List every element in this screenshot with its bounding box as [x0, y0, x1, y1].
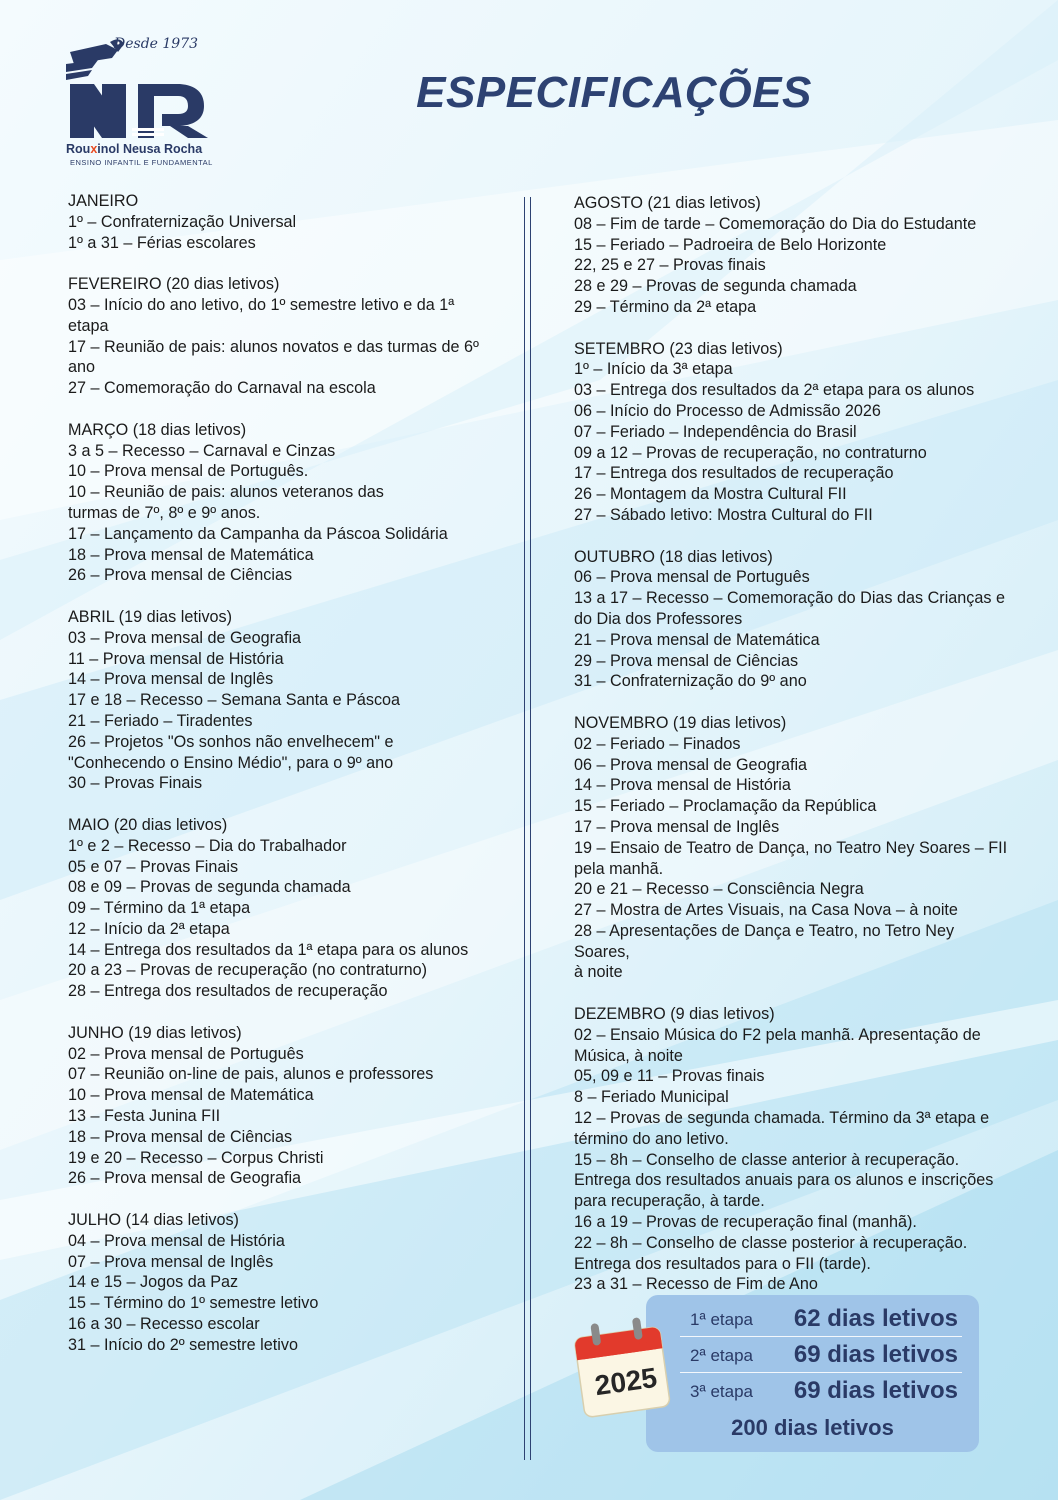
summary-row-label: 3ª etapa	[690, 1382, 754, 1401]
month-heading: SETEMBRO (23 dias letivos)	[574, 339, 783, 358]
event-line: 09 a 12 – Provas de recuperação, no contraturno	[574, 443, 927, 462]
month-heading: NOVEMBRO (19 dias letivos)	[574, 713, 787, 732]
event-line: 1º – Confraternização Universal	[68, 212, 297, 231]
event-line: 15 – 8h – Conselho de classe anterior à recuperação.	[574, 1150, 960, 1169]
event-line: 05, 09 e 11 – Provas finais	[574, 1067, 765, 1086]
event-line: 17 – Entrega dos resultados de recuperação	[574, 464, 894, 483]
event-line: para recuperação, à tarde.	[574, 1192, 765, 1211]
event-line: 02 – Feriado – Finados	[574, 734, 741, 753]
event-line: 30 – Provas Finais	[68, 774, 203, 793]
event-line: 07 – Prova mensal de Inglês	[68, 1252, 274, 1271]
event-line: 28 e 29 – Provas de segunda chamada	[574, 277, 857, 296]
event-line: 29 – Término da 2ª etapa	[574, 297, 757, 316]
month-heading: FEVEREIRO (20 dias letivos)	[68, 275, 280, 294]
summary-row-value: 69 dias letivos	[793, 1341, 958, 1368]
month-heading: OUTUBRO (18 dias letivos)	[574, 547, 773, 566]
event-line: 27 – Comemoração do Carnaval na escola	[68, 379, 376, 398]
column-divider	[524, 197, 531, 1460]
event-line: 10 – Reunião de pais: alunos veteranos das	[68, 483, 384, 502]
event-line: 08 e 09 – Provas de segunda chamada	[68, 878, 351, 897]
school-days-summary	[646, 1295, 979, 1452]
event-line: 19 e 20 – Recesso – Corpus Christi	[68, 1148, 324, 1167]
event-line: à noite	[574, 963, 623, 982]
event-line: 06 – Prova mensal de Português	[574, 568, 810, 587]
right-column	[574, 193, 1014, 1316]
event-line: 12 – Início da 2ª etapa	[68, 919, 230, 938]
event-line: 26 – Projetos "Os sonhos não envelhecem" e	[68, 732, 394, 751]
brand-subtitle: ENSINO INFANTIL E FUNDAMENTAL	[70, 158, 213, 167]
summary-row-3	[680, 1373, 962, 1408]
event-line: 19 – Ensaio de Teatro de Dança, no Teatro Ney Soares – FII	[574, 838, 1008, 857]
summary-row-value: 62 dias letivos	[793, 1305, 958, 1332]
event-line: término do ano letivo.	[574, 1129, 729, 1148]
event-line: 03 – Entrega dos resultados da 2ª etapa para os alunos	[574, 381, 975, 400]
event-line: 10 – Prova mensal de Matemática	[68, 1086, 314, 1105]
event-line: 05 e 07 – Provas Finais	[68, 857, 239, 876]
event-line: 18 – Prova mensal de Matemática	[68, 545, 314, 564]
event-line: turmas de 7º, 8º e 9º anos.	[68, 503, 261, 522]
event-line: 15 – Feriado – Padroeira de Belo Horizonte	[574, 235, 887, 254]
month-heading: JUNHO (19 dias letivos)	[68, 1023, 242, 1042]
event-line: 10 – Prova mensal de Português.	[68, 462, 309, 481]
event-line: 17 – Lançamento da Campanha da Páscoa Solidária	[68, 524, 448, 543]
event-line: etapa	[68, 316, 109, 335]
summary-row-label: 2ª etapa	[690, 1346, 754, 1365]
event-line: 15 – Feriado – Proclamação da República	[574, 797, 877, 816]
event-line: 14 e 15 – Jogos da Paz	[68, 1273, 239, 1292]
month-block	[574, 193, 1014, 318]
event-line: Entrega dos resultados anuais para os alunos e inscrições	[574, 1171, 994, 1190]
month-heading: ABRIL (19 dias letivos)	[68, 607, 233, 626]
brand-name-o: x	[90, 142, 98, 156]
event-line: Música, à noite	[574, 1046, 683, 1065]
event-line: 03 – Prova mensal de Geografia	[68, 628, 302, 647]
event-line: 1º – Início da 3ª etapa	[574, 360, 733, 379]
event-line: 29 – Prova mensal de Ciências	[574, 651, 799, 670]
event-line: 15 – Término do 1º semestre letivo	[68, 1294, 319, 1313]
event-line: 28 – Apresentações de Dança e Teatro, no Tetro Ney Soares,	[574, 921, 955, 961]
event-line: 17 e 18 – Recesso – Semana Santa e Páscoa	[68, 691, 401, 710]
event-line: 18 – Prova mensal de Ciências	[68, 1127, 293, 1146]
summary-total: 200 dias letivos	[731, 1415, 894, 1440]
brand-name-part1: Rou	[66, 142, 91, 156]
event-line: pela manhã.	[574, 859, 664, 878]
event-line: "Conhecendo o Ensino Médio", para o 9º ano	[68, 753, 394, 772]
event-line: 20 a 23 – Provas de recuperação (no contraturno)	[68, 961, 428, 980]
event-line: Entrega dos resultados para o FII (tarde).	[574, 1254, 871, 1273]
month-heading: AGOSTO (21 dias letivos)	[574, 194, 761, 212]
month-heading: MAIO (20 dias letivos)	[68, 815, 228, 834]
summary-row-2	[680, 1337, 962, 1373]
month-block	[68, 191, 488, 253]
event-line: 3 a 5 – Recesso – Carnaval e Cinzas	[68, 441, 336, 460]
event-line: 06 – Início do Processo de Admissão 2026	[574, 401, 881, 420]
calendar-year: 2025	[592, 1361, 659, 1402]
month-heading: JANEIRO	[68, 192, 139, 210]
month-block	[574, 547, 1014, 693]
event-line: 8 – Feriado Municipal	[574, 1088, 729, 1107]
event-line: 31 – Confraternização do 9º ano	[574, 672, 807, 691]
month-heading: JULHO (14 dias letivos)	[68, 1211, 239, 1230]
calendar-icon	[573, 1310, 673, 1420]
month-block	[68, 815, 488, 1002]
event-line: 22 – 8h – Conselho de classe posterior à recuperação.	[574, 1233, 968, 1252]
event-line: 07 – Feriado – Independência do Brasil	[574, 422, 857, 441]
event-line: 09 – Término da 1ª etapa	[68, 899, 251, 918]
event-line: 27 – Mostra de Artes Visuais, na Casa Nova – à noite	[574, 901, 958, 920]
event-line: 14 – Prova mensal de Inglês	[68, 670, 274, 689]
event-line: 04 – Prova mensal de História	[68, 1231, 285, 1250]
event-line: 21 – Prova mensal de Matemática	[574, 630, 820, 649]
event-line: 07 – Reunião on-line de pais, alunos e professores	[68, 1065, 434, 1084]
month-heading: MARÇO (18 dias letivos)	[68, 420, 247, 439]
event-line: 11 – Prova mensal de História	[68, 649, 284, 668]
event-line: 1º a 31 – Férias escolares	[68, 233, 256, 252]
brand-name	[66, 142, 202, 156]
month-block	[68, 1023, 488, 1189]
event-line: do Dia dos Professores	[574, 609, 743, 628]
month-block	[68, 274, 488, 399]
event-line: 26 – Montagem da Mostra Cultural FII	[574, 485, 847, 504]
event-line: 13 – Festa Junina FII	[68, 1107, 221, 1126]
since-text: Desde 1973	[114, 36, 199, 52]
event-line: 13 a 17 – Recesso – Comemoração do Dias das Crianças e	[574, 589, 1005, 608]
event-line: 14 – Prova mensal de História	[574, 776, 791, 795]
event-line: 03 – Início do ano letivo, do 1º semestre letivo e da 1ª	[68, 295, 455, 314]
page-title: ESPECIFICAÇÕES	[416, 68, 812, 117]
event-line: 06 – Prova mensal de Geografia	[574, 755, 808, 774]
month-block	[68, 420, 488, 586]
summary-row-label: 1ª etapa	[690, 1310, 754, 1329]
event-line: 02 – Prova mensal de Português	[68, 1044, 304, 1063]
event-line: 02 – Ensaio Música do F2 pela manhã. Apresentação de	[574, 1025, 981, 1044]
event-line: 26 – Prova mensal de Geografia	[68, 1169, 302, 1188]
left-column	[68, 191, 488, 1376]
summary-row-1	[680, 1301, 962, 1337]
month-heading: DEZEMBRO (9 dias letivos)	[574, 1005, 775, 1024]
event-line: 20 e 21 – Recesso – Consciência Negra	[574, 880, 864, 899]
event-line: 26 – Prova mensal de Ciências	[68, 566, 293, 585]
event-line: 16 a 19 – Provas de recuperação final (manhã).	[574, 1213, 917, 1232]
brand-name-part2: inol Neusa Rocha	[97, 142, 203, 156]
month-block	[574, 1004, 1014, 1295]
event-line: 12 – Provas de segunda chamada. Término da 3ª etapa e	[574, 1109, 990, 1128]
event-line: ano	[68, 358, 96, 377]
event-line: 31 – Início do 2º semestre letivo	[68, 1335, 298, 1354]
event-line: 16 a 30 – Recesso escolar	[68, 1315, 260, 1334]
month-block	[574, 339, 1014, 526]
month-block	[68, 607, 488, 794]
event-line: 21 – Feriado – Tiradentes	[68, 711, 253, 730]
event-line: 08 – Fim de tarde – Comemoração do Dia do Estudante	[574, 214, 977, 233]
event-line: 27 – Sábado letivo: Mostra Cultural do FII	[574, 505, 873, 524]
event-line: 1º e 2 – Recesso – Dia do Trabalhador	[68, 836, 347, 855]
month-block	[574, 713, 1014, 983]
summary-row-value: 69 dias letivos	[793, 1377, 958, 1404]
event-line: 17 – Reunião de pais: alunos novatos e das turmas de 6º	[68, 337, 479, 356]
month-block	[68, 1210, 488, 1356]
event-line: 14 – Entrega dos resultados da 1ª etapa para os alunos	[68, 940, 469, 959]
event-line: 23 a 31 – Recesso de Fim de Ano	[574, 1275, 818, 1294]
event-line: 17 – Prova mensal de Inglês	[574, 817, 780, 836]
event-line: 28 – Entrega dos resultados de recuperação	[68, 982, 388, 1001]
event-line: 22, 25 e 27 – Provas finais	[574, 256, 766, 275]
